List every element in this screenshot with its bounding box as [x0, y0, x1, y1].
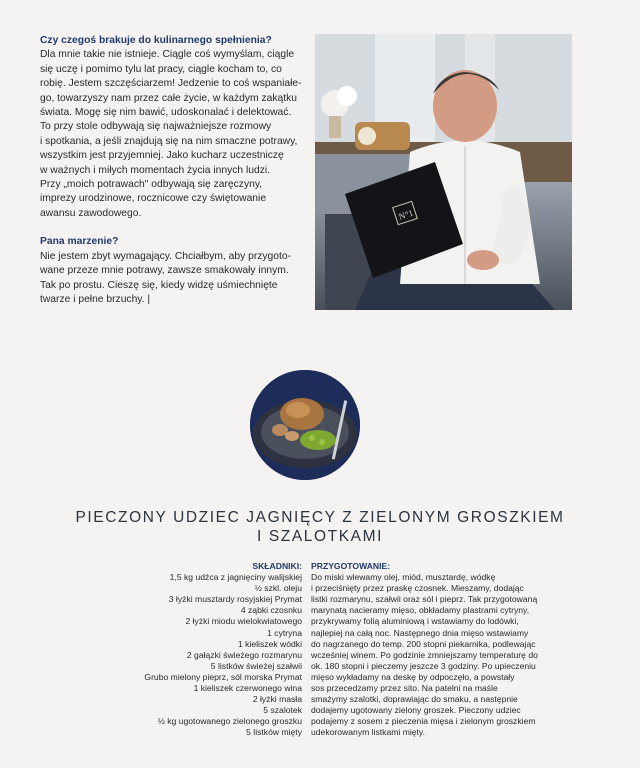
interview-answer-2 [40, 250, 302, 308]
interview-answer-1 [40, 48, 302, 221]
preparation-text [311, 561, 542, 739]
ingredient-item: 5 listków mięty [246, 727, 302, 738]
answer-line: w ważnych i miłych momentach życia innych ludzi. [40, 164, 271, 176]
preparation-line: dodajemy ugotowany zielony groszek. Pieczony udziec [311, 705, 521, 716]
preparation-line: do nagrzanego do temp. 200 stopni piekarnika, podlewając [311, 638, 536, 649]
ingredient-item: 5 listków świeżej szałwii [210, 660, 302, 671]
answer-line: Nie jestem zbyt wymagający. Chciałbym, aby przygoto- [40, 250, 292, 262]
interview-question-1: Czy czegoś brakuje do kulinarnego spełnienia? [40, 35, 272, 46]
ingredients-list [120, 561, 302, 739]
ingredient-item: ½ kg ugotowanego zielonego groszku [157, 716, 302, 727]
ingredient-item: 1,5 kg udźca z jagnięciny walijskiej [169, 572, 302, 583]
ingredient-item: 2 gałązki świeżego rozmarynu [186, 649, 302, 660]
preparation-line: smażymy szalotki, doprawiając do smaku, a następnie [311, 694, 518, 705]
preparation-line: najlepiej na całą noc. Następnego dnia mięso wstawiamy [311, 627, 529, 638]
answer-line: imprezy urodzinowe, rocznicowe czy świętowanie [40, 193, 267, 205]
preparation-line: podajemy z sosem z pieczenia mięsa i zielonym groszkiem [311, 716, 536, 727]
ingredient-item: 4 ząbki czosnku [240, 605, 302, 616]
answer-line: Przy „moich potrawach" odbywają się zaręczyny, [40, 179, 263, 191]
chef-photo [315, 34, 572, 310]
ingredient-item: Grubo mielony pieprz, sól morska Prymat [144, 671, 302, 682]
preparation-line: mięso wykładamy na deskę by odpoczęło, a powstały [311, 671, 515, 682]
ingredient-item: ½ szkl. oleju [254, 583, 302, 594]
answer-line: Tak po prostu. Cieszę się, kiedy widzę uśmiechnięte [40, 279, 278, 291]
answer-line: robię. Jestem szczęściarzem! Jedzenie to coś wspaniałe- [40, 78, 302, 90]
chef-illustration [315, 34, 572, 310]
interview-question-2: Pana marzenie? [40, 236, 119, 248]
preparation-line: ok. 180 stopni i pieczemy jeszcze 3 godziny. Po upieczeniu [311, 660, 536, 671]
ingredient-item: 1 cytryna [267, 627, 302, 638]
recipe-title [40, 508, 600, 546]
preparation-label: PRZYGOTOWANIE: [311, 561, 391, 571]
ingredient-item: 1 kieliszek czerwonego wina [193, 683, 302, 694]
preparation-line: i przeciśnięty przez praskę czosnek. Mieszamy, dodając [311, 583, 524, 594]
answer-line: twarze i pełne brzuchy. | [40, 293, 151, 305]
answer-line: wane przeze mnie potrawy, zawsze smakowały innym. [40, 265, 289, 277]
preparation-line: marynatą nacieramy mięso, obkładamy plastrami cytryny, [311, 605, 530, 616]
ingredient-item: 3 łyżki musztardy rosyjskiej Prymat [168, 594, 302, 605]
ingredient-item: 5 szalotek [263, 705, 302, 716]
preparation-line: Do miski wlewamy olej, miód, musztardę, wódkę [311, 572, 496, 583]
dish-illustration [250, 370, 360, 480]
interview-text [40, 34, 302, 307]
ingredient-item: 2 łyżki miodu wielokwiatowego [185, 616, 302, 627]
answer-line: awansu zawodowego. [40, 207, 142, 219]
preparation-line: przykrywamy folią aluminiową i wstawiamy do lodówki, [311, 616, 519, 627]
ingredient-item: 2 łyżki masła [252, 694, 302, 705]
answer-line: się uczę i pomimo tylu lat pracy, ciągle kocham to, co [40, 63, 282, 75]
answer-line: Dla mnie takie nie istnieje. Ciągle coś wymyślam, ciągle [40, 49, 295, 61]
preparation-line: listki rozmarynu, szałwii oraz sól i pieprz. Tak przygotowaną [311, 594, 538, 605]
answer-line: wszystkim jest przyjemniej. Jako kucharz uczestniczę [40, 150, 284, 162]
answer-line: i spotkania, a jeśli znajdują się na nim smaczne potrawy, [40, 135, 298, 147]
recipe-title-line-2: I SZALOTKAMI [257, 528, 383, 545]
ingredient-item: 1 kieliszek wódki [238, 638, 302, 649]
answer-line: świata. Mogę się nim bawić, udoskonalać i delektować. [40, 107, 292, 119]
preparation-line: wcześniej winem. Po godzinie zmniejszamy temperaturę do [311, 649, 538, 660]
preparation-line: sos przecedzamy przez sito. Na patelni na maśle [311, 683, 498, 694]
ingredients-label: SKŁADNIKI: [252, 561, 302, 571]
menu-badge-text: N°1 [397, 207, 415, 222]
dish-photo [250, 370, 360, 480]
recipe-title-line-1: PIECZONY UDZIEC JAGNIĘCY Z ZIELONYM GROSZKIEM [75, 509, 565, 526]
answer-line: go, towarzyszy nam przez całe życie, w każdym zakątku [40, 92, 297, 104]
preparation-line: udekorowanym listkami mięty. [311, 727, 425, 738]
answer-line: To przy stole odbywają się najważniejsze rozmowy [40, 121, 272, 133]
